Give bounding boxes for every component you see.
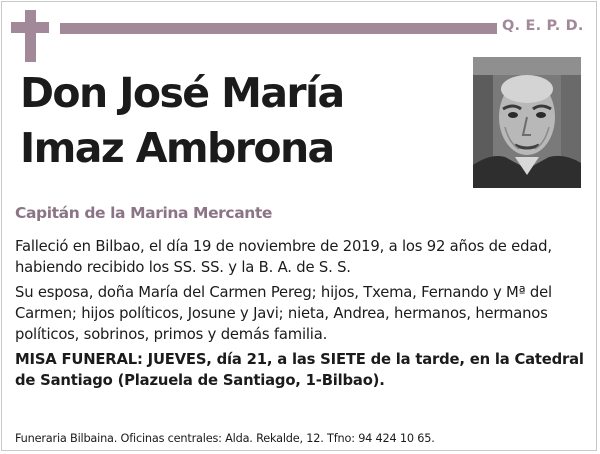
death-announcement: Falleció en Bilbao, el día 19 de noviembre de 2019, a los 92 años de edad, habiendo recibido los SS. SS. y la B. A. de S. S. [15, 238, 552, 276]
cross-vertical-bar [25, 10, 36, 62]
qepd-label: Q. E. P. D. [502, 18, 584, 34]
name-line-2: Imaz Ambrona [20, 124, 334, 172]
name-line-1: Don José María [20, 69, 344, 117]
family-list: Su esposa, doña María del Carmen Pereg; hijos, Txema, Fernando y Mª del Carmen; hijos políticos, Josune y Javi; nieta, Andrea, hermanos, hermanos políticos, sobrinos, primos y demás familia. [15, 284, 552, 343]
portrait-photo [473, 57, 581, 188]
deceased-title: Capitán de la Marina Mercante [15, 204, 273, 222]
funeral-mass-info: MISA FUNERAL: JUEVES, día 21, a las SIETE de la tarde, en la Catedral de Santiago (Plazuela de Santiago, 1-Bilbao). [15, 351, 584, 389]
header-divider-bar [60, 23, 497, 34]
deceased-name [20, 66, 344, 176]
notice-body [15, 236, 585, 395]
funeral-home-footer: Funeraria Bilbaina. Oficinas centrales: Alda. Rekalde, 12. Tfno: 94 424 10 65. [15, 432, 435, 445]
cross-horizontal-bar [11, 22, 49, 33]
